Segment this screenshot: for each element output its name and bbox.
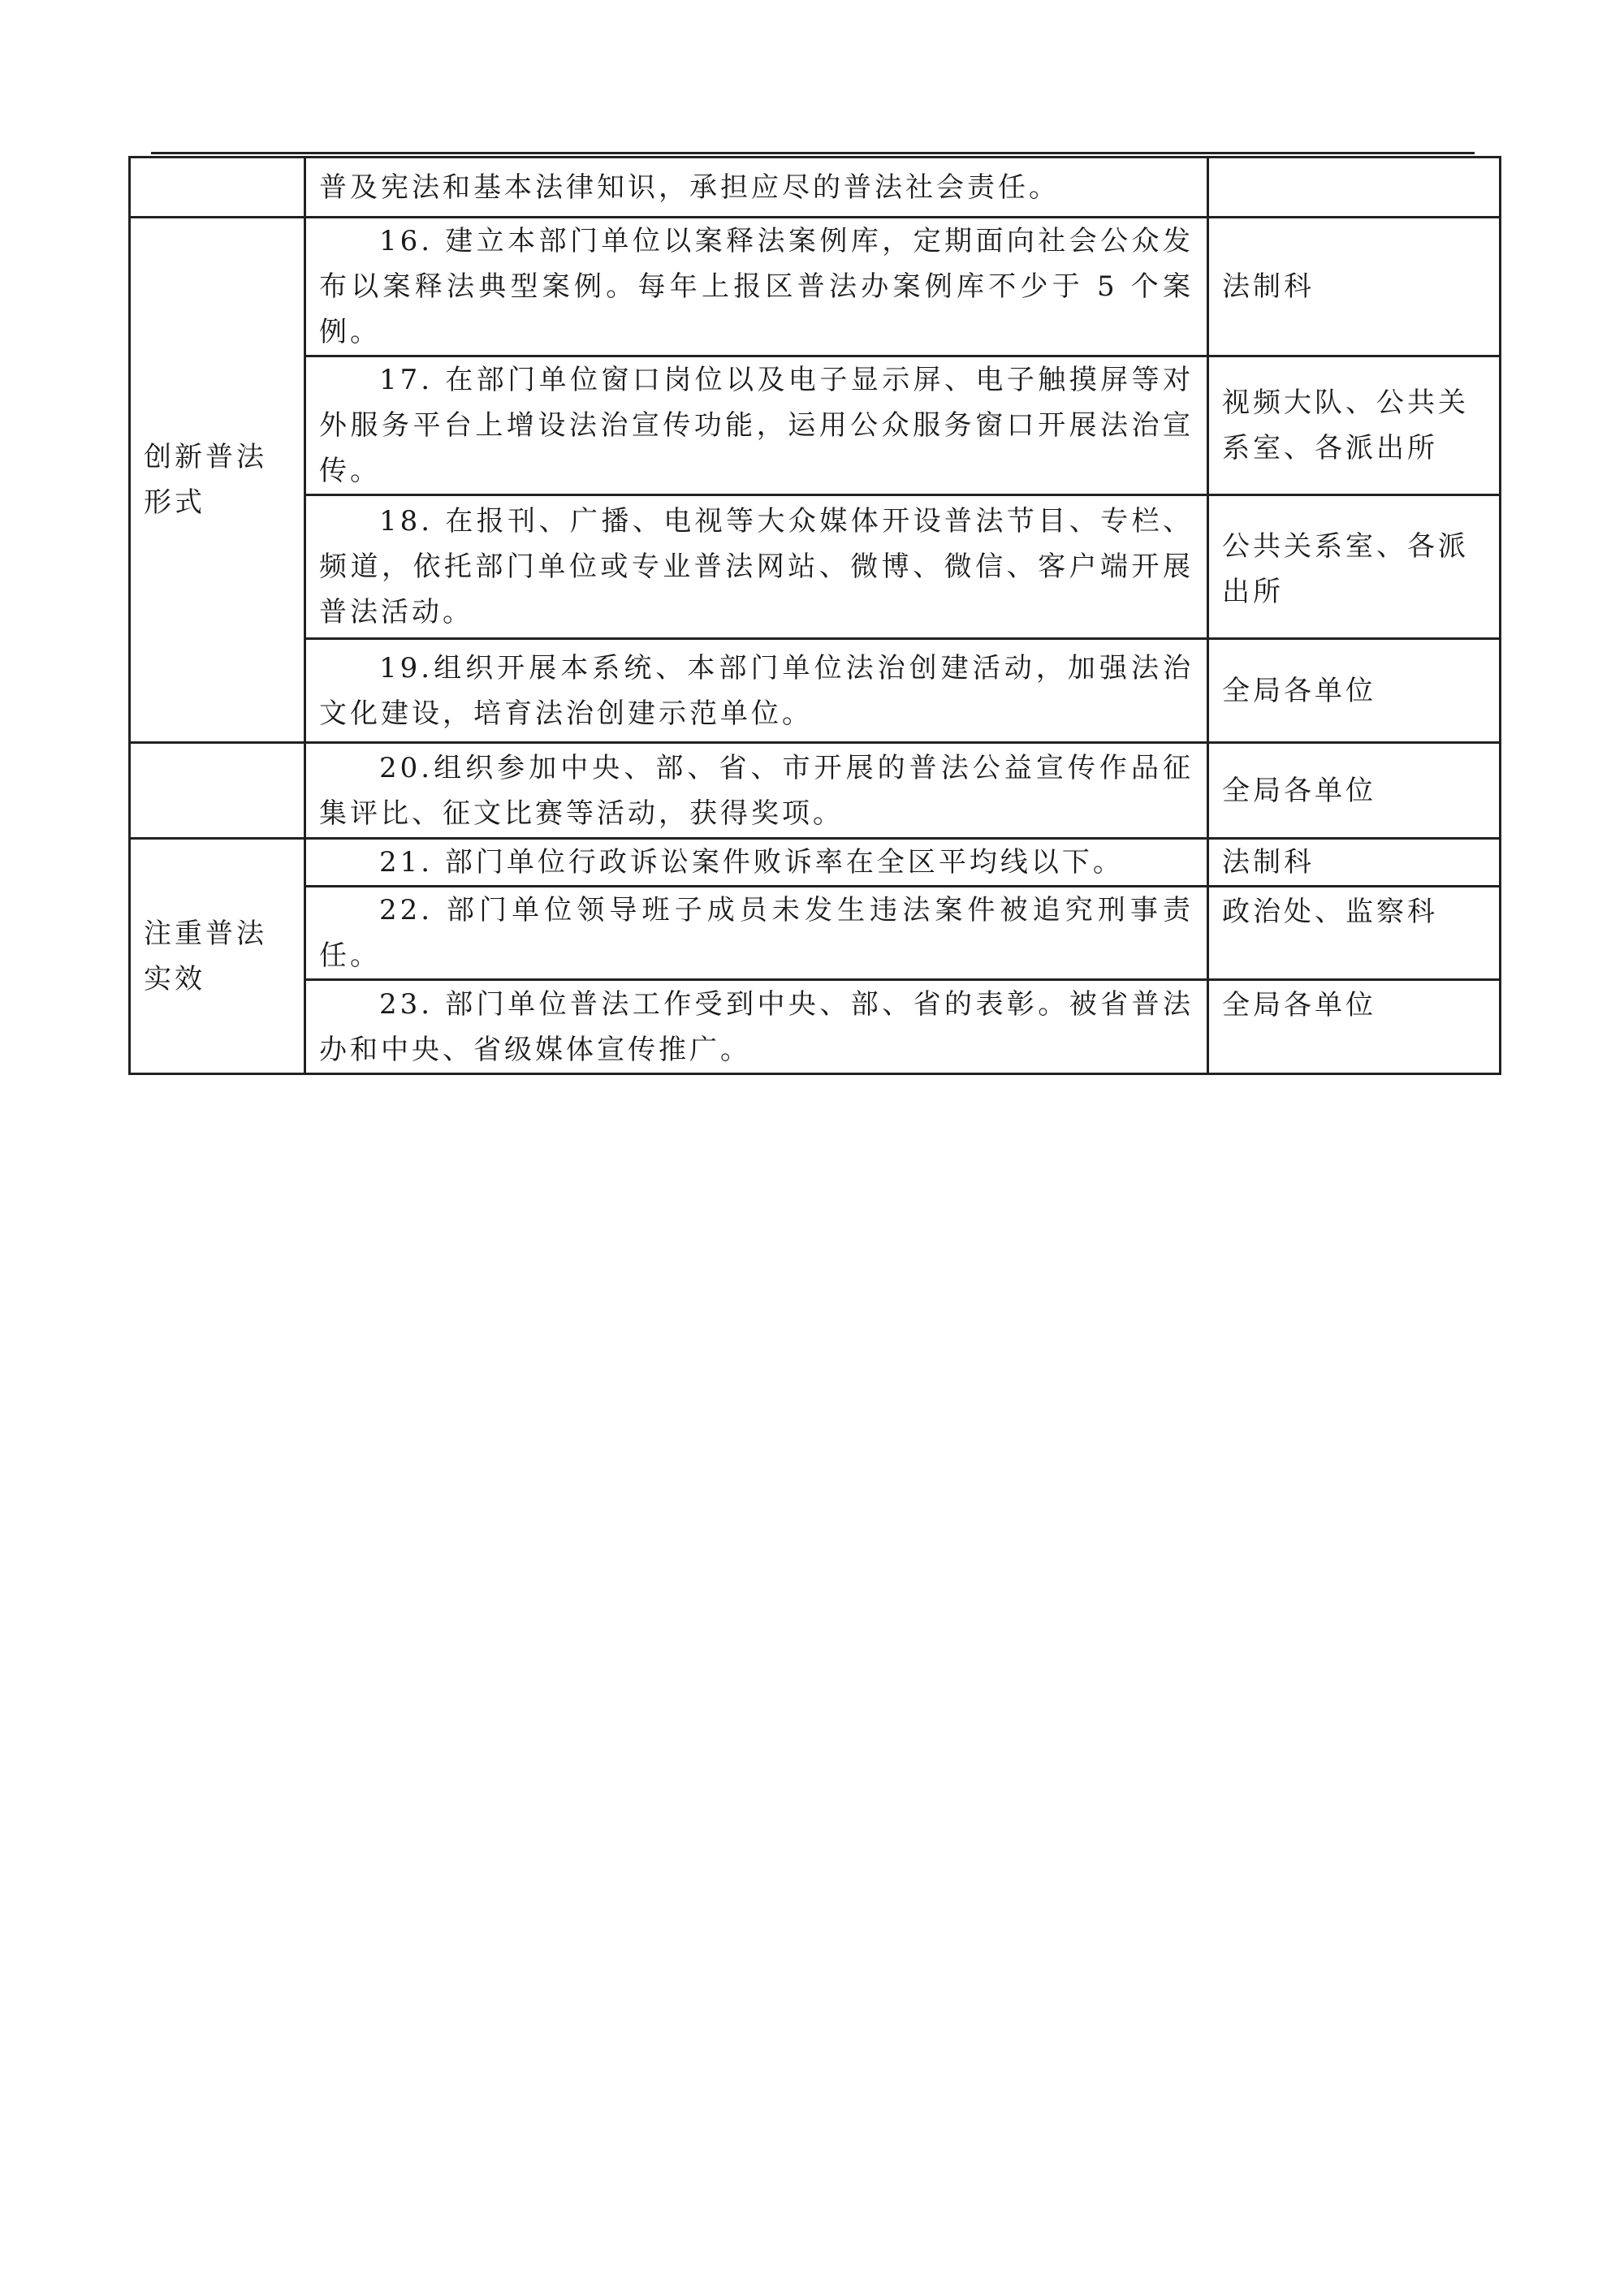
content-cell xyxy=(305,639,1208,743)
content-cell xyxy=(305,839,1208,887)
dept-cell xyxy=(1208,356,1501,495)
category-cell xyxy=(130,839,305,1074)
dept-text: 法制科 xyxy=(1222,270,1315,303)
table-row xyxy=(130,158,1501,218)
item-text: 20.组织参加中央、部、省、市开展的普法公益宣传作品征集评比、征文比赛等活动，获得奖项。 xyxy=(319,751,1194,830)
header-rule xyxy=(151,152,1475,154)
content-cell xyxy=(305,980,1208,1074)
dept-text: 全局各单位 xyxy=(1222,989,1376,1021)
item-text: 22. 部门单位领导班子成员未发生违法案件被追究刑事责任。 xyxy=(319,894,1194,972)
dept-cell xyxy=(1208,839,1501,887)
item-text: 19.组织开展本系统、本部门单位法治创建活动，加强法治文化建设，培育法治创建示范单位。 xyxy=(319,651,1194,730)
table-row xyxy=(130,743,1501,839)
dept-cell xyxy=(1208,495,1501,639)
table-row xyxy=(130,356,1501,495)
content-cell xyxy=(305,887,1208,980)
category-label: 注重普法实效 xyxy=(144,917,267,995)
dept-text: 公共关系室、各派出所 xyxy=(1222,530,1469,608)
content-cell xyxy=(305,158,1208,218)
content-cell xyxy=(305,356,1208,495)
dept-text: 政治处、监察科 xyxy=(1222,896,1438,928)
category-label: 创新普法形式 xyxy=(144,441,267,519)
table-row xyxy=(130,218,1501,356)
dept-cell xyxy=(1208,743,1501,839)
table-row xyxy=(130,887,1501,980)
content-cell xyxy=(305,743,1208,839)
table-row xyxy=(130,980,1501,1074)
item-text: 23. 部门单位普法工作受到中央、部、省的表彰。被省普法办和中央、省级媒体宣传推广。 xyxy=(319,987,1194,1066)
content-cell xyxy=(305,495,1208,639)
table-row xyxy=(130,639,1501,743)
dept-text: 法制科 xyxy=(1222,846,1315,879)
dept-text: 全局各单位 xyxy=(1222,674,1376,707)
category-cell xyxy=(130,218,305,743)
category-cell-empty xyxy=(130,743,305,839)
dept-text: 全局各单位 xyxy=(1222,774,1376,807)
category-cell-empty xyxy=(130,158,305,218)
table-row xyxy=(130,495,1501,639)
item-text: 16. 建立本部门单位以案释法案例库，定期面向社会公众发布以案释法典型案例。每年上报区普法办案例库不少于 5 个案例。 xyxy=(319,225,1194,348)
item-text: 17. 在部门单位窗口岗位以及电子显示屏、电子触摸屏等对外服务平台上增设法治宣传功能，运用公众服务窗口开展法治宣传。 xyxy=(319,364,1194,487)
item-text: 18. 在报刊、广播、电视等大众媒体开设普法节目、专栏、频道，依托部门单位或专业普法网站、微博、微信、客户端开展普法活动。 xyxy=(319,505,1194,628)
dept-cell xyxy=(1208,158,1501,218)
plan-table xyxy=(128,156,1501,1075)
dept-cell xyxy=(1208,218,1501,356)
dept-cell xyxy=(1208,980,1501,1074)
content-cell xyxy=(305,218,1208,356)
item-text: 普及宪法和基本法律知识，承担应尽的普法社会责任。 xyxy=(319,171,1060,204)
dept-cell xyxy=(1208,887,1501,980)
table-row xyxy=(130,839,1501,887)
dept-text: 视频大队、公共关系室、各派出所 xyxy=(1222,386,1469,464)
item-text: 21. 部门单位行政诉讼案件败诉率在全区平均线以下。 xyxy=(379,846,1124,879)
dept-cell xyxy=(1208,639,1501,743)
